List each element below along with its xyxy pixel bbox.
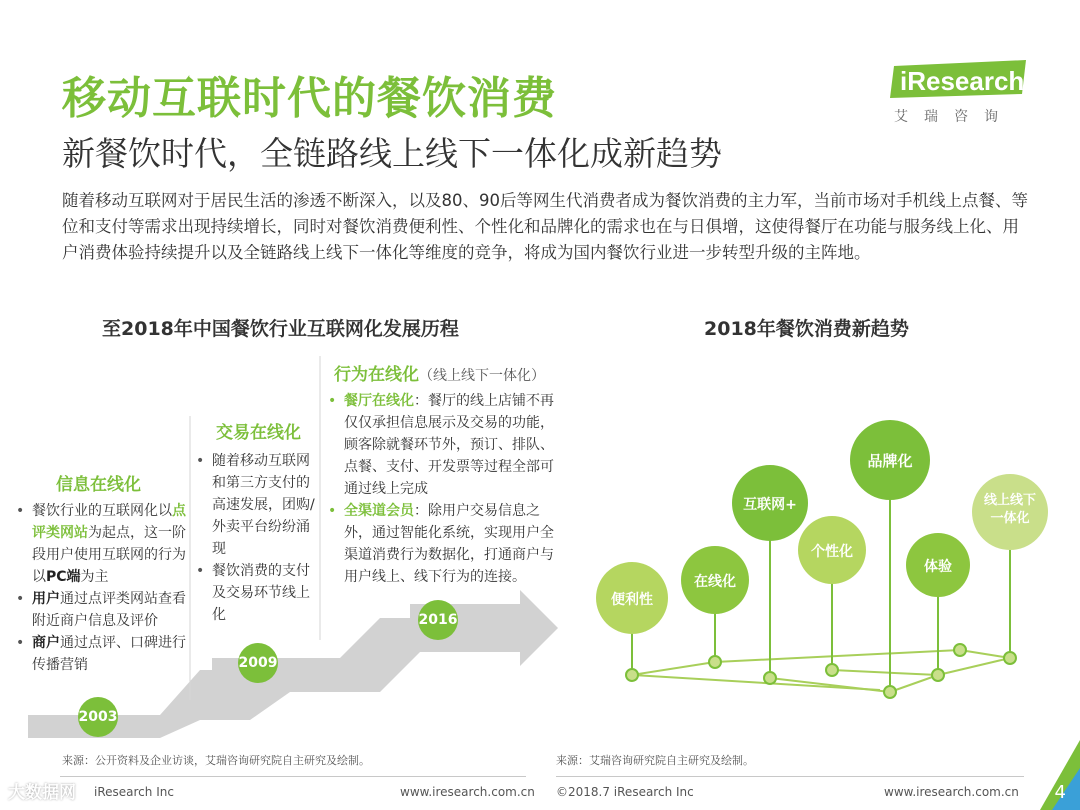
text: 为起点，这一阶段用户使用互联网的行为以 [32,525,186,585]
bubble-online [681,546,749,614]
stage-behavior-online-title [334,360,545,385]
stage3-title-main: 行为在线化 [334,365,419,385]
watermark: 大数据网 [8,783,76,803]
bubble-label: 便利性 [611,592,653,608]
year-badge-2003: 2003 [78,697,118,737]
page-title: 移动互联时代的餐饮消费 [62,73,557,124]
text: 餐饮行业的互联网化以 [32,503,172,519]
bubble-experience [906,533,970,597]
bubble-label-line2: 一体化 [990,511,1030,526]
bold-text: PC端 [46,569,81,585]
right-source: 来源：艾瑞咨询研究院自主研究及绘制。 [556,754,754,767]
year-badge-2009: 2009 [238,643,278,683]
page-subtitle: 新餐饮时代，全链路线上线下一体化成新趋势 [62,134,722,173]
year-badge-2016: 2016 [418,600,458,640]
footer-url-left[interactable]: www.iresearch.com.cn [400,785,535,799]
bubble-label: 互联网+ [743,497,797,513]
bubble-convenience [596,562,668,634]
stage2-item-1: • 随着移动互联网和第三方支付的高速发展，团购/外卖平台纷纷涌现 [196,450,320,560]
bubble-omnichannel [972,474,1048,550]
bubble-label: 体验 [924,559,952,575]
bubble-personalization [798,516,866,584]
bold-text: 用户 [32,591,60,607]
left-source: 来源：公开资料及企业访谈，艾瑞咨询研究院自主研究及绘制。 [62,754,370,767]
bubble-internet-plus [732,465,808,541]
footer-company-left: iResearch Inc [94,785,174,799]
footer-divider-left [60,776,526,777]
stage-trade-online-title: 交易在线化 [216,423,301,443]
footer-copyright: ©2018.7 iResearch Inc [556,785,694,799]
intro-paragraph: 随着移动互联网对于居民生活的渗透不断深入，以及80、90后等网生代消费者成为餐饮消费的主力军，当前市场对手机线上点餐、等位和支付等需求出现持续增长，同时对餐饮消费便利性、个性化和品牌化的需求也在与日俱增，这使得餐厅在功能与服务线上化、用户消费体验持续提升以及全链路线上线下一体化等维度的竞争，将成为国内餐饮行业进一步转型升级的主阵地。 [62,191,1028,262]
text: 通过点评类网站查看附近商户信息及评价 [32,591,186,629]
highlight-text: 全渠道会员 [344,503,414,519]
bubble-branding [850,420,930,500]
stage3-item-2 [328,500,564,588]
stage1-item-1 [16,500,192,588]
text: 为主 [80,569,109,585]
stage-behavior-online-text [328,390,564,588]
text: ：餐厅的线上店铺不再仅仅承担信息展示及交易的功能，顾客除就餐环节外，预订、排队、点餐、支付、开发票等过程全部可通过线上完成 [344,393,554,497]
page-number: 4 [1054,782,1066,803]
logo-brand: iResearch [900,66,1025,96]
footer-url-right[interactable]: www.iresearch.com.cn [884,785,1019,799]
stage1-item-3 [16,632,192,676]
bubble-label-line1: 线上线下 [983,493,1037,508]
highlight-text: 点评类网站 [32,503,186,541]
network-lines [632,650,1010,692]
bubble-label: 品牌化 [867,452,913,470]
highlight-text: 餐厅在线化 [344,393,414,409]
text: 通过点评、口碑进行传播营销 [32,635,186,673]
footer-divider-right [556,776,1024,777]
bubble-label: 个性化 [811,544,853,560]
logo-subtitle: 艾瑞咨询 [894,109,1014,125]
stage3-title-paren: （线上线下一体化） [419,368,545,384]
stage-info-online-text [16,500,192,676]
text: ：除用户交易信息之外，通过智能化系统，实现用户全渠道消费行为数据化，打通商户与用户线上、线下行为的连接。 [344,503,554,585]
stage-trade-online-text [196,450,320,626]
timeline-section-title: 至2018年中国餐饮行业互联网化发展历程 [102,318,459,340]
stage2-item-2: • 餐饮消费的支付及交易环节线上化 [196,560,320,626]
trends-section-title: 2018年餐饮消费新趋势 [704,318,909,340]
stage1-item-2 [16,588,192,632]
bold-text: 商户 [32,635,60,651]
stage-info-online-title: 信息在线化 [56,475,141,495]
trends-bubble-diagram [570,400,1070,720]
stage3-item-1 [328,390,564,500]
bubble-label: 在线化 [694,574,736,590]
